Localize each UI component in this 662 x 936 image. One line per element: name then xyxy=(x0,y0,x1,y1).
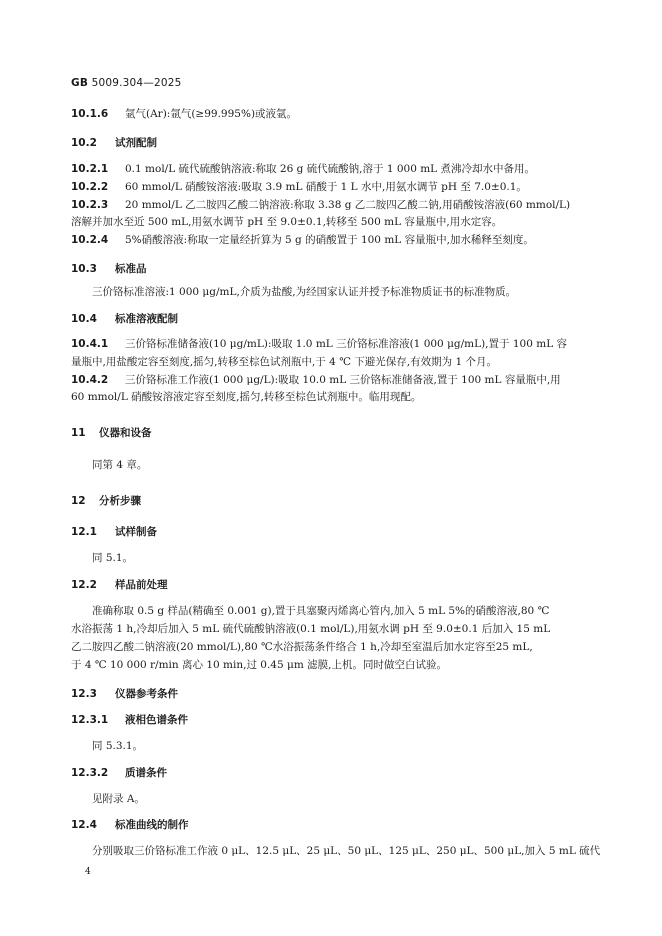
section-heading-10-2 xyxy=(71,136,157,150)
section-title: 试样制备 xyxy=(115,526,157,538)
paragraph-12-1 xyxy=(92,551,133,565)
chapter-heading-11 xyxy=(71,426,152,440)
chapter-heading-12 xyxy=(71,494,141,508)
paragraph-text: 同 5.1。 xyxy=(92,552,134,564)
clause-10-4-1 xyxy=(71,337,567,351)
chapter-number: 11 xyxy=(71,427,86,439)
clause-text: 60 mmol/L 硝酸铵溶液:吸取 3.9 mL 硝酸于 1 L 水中,用氨水调节 pH 至 7.0±0.1。 xyxy=(125,181,527,193)
section-heading-12-2 xyxy=(71,578,168,592)
clause-text: 三价铬标准储备液(10 μg/mL):吸取 1.0 mL 三价铬标准溶液(1 000 μg/mL),置于 100 mL 容 xyxy=(125,338,568,350)
clause-number: 10.1.6 xyxy=(71,108,109,120)
clause-10-4-2-continued xyxy=(71,390,421,404)
section-number: 10.2 xyxy=(71,137,97,149)
section-heading-12-3 xyxy=(71,687,178,701)
section-title: 标准品 xyxy=(115,263,147,275)
paragraph-10-3 xyxy=(92,285,516,299)
section-title: 标准溶液配制 xyxy=(115,313,178,325)
subsection-title: 液相色谱条件 xyxy=(125,714,188,726)
subsection-title: 质谱条件 xyxy=(125,767,167,779)
section-heading-12-4 xyxy=(71,818,189,832)
paragraph-text: 同 5.3.1。 xyxy=(92,740,144,752)
paragraph-text: 水浴振荡 1 h,冷却后加入 5 mL 硫代硫酸钠溶液(0.1 mol/L),用氨水调 pH 至 9.0±0.1 后加入 15 mL xyxy=(71,623,551,635)
clause-text: 5%硝酸溶液:称取一定量经折算为 5 g 的硝酸置于 100 mL 容量瓶中,加水稀释至刻度。 xyxy=(125,234,534,246)
chapter-title: 分析步骤 xyxy=(99,495,141,507)
section-number: 10.3 xyxy=(71,263,97,275)
clause-10-2-2 xyxy=(71,180,527,194)
section-title: 仪器参考条件 xyxy=(115,688,178,700)
clause-number: 10.4.1 xyxy=(71,338,109,350)
chapter-title: 仪器和设备 xyxy=(99,427,152,439)
clause-number: 10.4.2 xyxy=(71,374,109,386)
paragraph-text: 准确称取 0.5 g 样品(精确至 0.001 g),置于具塞聚丙烯离心管内,加入 5 mL 5%的硝酸溶液,80 ℃ xyxy=(92,605,550,617)
clause-text: 量瓶中,用盐酸定容至刻度,摇匀,转移至棕色试剂瓶中,于 4 ℃ 下避光保存,有效期为 1 个月。 xyxy=(71,356,497,368)
clause-number: 10.2.4 xyxy=(71,234,109,246)
paragraph-11 xyxy=(92,458,147,472)
section-number: 12.1 xyxy=(71,526,97,538)
paragraph-12-3-1 xyxy=(92,739,143,753)
subsection-number: 12.3.1 xyxy=(71,714,109,726)
clause-10-1-6 xyxy=(71,107,297,121)
paragraph-12-3-2 xyxy=(92,792,145,806)
paragraph-text: 于 4 ℃ 10 000 r/min 离心 10 min,过 0.45 μm 滤膜,上机。同时做空白试验。 xyxy=(71,659,447,671)
clause-10-2-4 xyxy=(71,233,534,247)
paragraph-12-2-line-2 xyxy=(71,622,550,636)
section-title: 样品前处理 xyxy=(115,579,168,591)
clause-text: 氩气(Ar):氩气(≥99.995%)或液氩。 xyxy=(125,108,298,120)
paragraph-text: 分别吸取三价铬标准工作液 0 μL、12.5 μL、25 μL、50 μL、125 μL、250 μL、500 μL,加入 5 mL 硫代 xyxy=(92,845,601,857)
paragraph-12-2-line-3 xyxy=(71,640,533,654)
standard-code: 5009.304—2025 xyxy=(91,77,182,89)
section-title: 标准曲线的制作 xyxy=(115,819,189,831)
paragraph-text: 三价铬标准溶液:1 000 μg/mL,介质为盐酸,为经国家认证并授予标准物质证书的标准物质。 xyxy=(92,286,517,298)
clause-number: 10.2.3 xyxy=(71,199,109,211)
paragraph-text: 见附录 A。 xyxy=(92,793,145,805)
clause-text: 溶解并加水至近 500 mL,用氨水调节 pH 至 9.0±0.1,转移至 500 mL 容量瓶中,用水定容。 xyxy=(71,216,503,228)
subsection-heading-12-3-2 xyxy=(71,766,167,780)
subsection-heading-12-3-1 xyxy=(71,713,188,727)
section-heading-10-4 xyxy=(71,312,178,326)
clause-10-4-1-continued xyxy=(71,355,497,369)
page-number: 4 xyxy=(85,867,91,877)
paragraph-12-2-line-4 xyxy=(71,658,447,672)
subsection-number: 12.3.2 xyxy=(71,767,109,779)
section-number: 12.2 xyxy=(71,579,97,591)
section-number: 10.4 xyxy=(71,313,97,325)
section-heading-12-1 xyxy=(71,525,157,539)
clause-10-2-3 xyxy=(71,198,570,212)
clause-10-2-1 xyxy=(71,162,535,176)
clause-text: 20 mmol/L 乙二胺四乙酸二钠溶液:称取 3.38 g 乙二胺四乙酸二钠,用硝酸铵溶液(60 mmol/L) xyxy=(125,199,571,211)
clause-text: 三价铬标准工作液(1 000 μg/L):吸取 10.0 mL 三价铬标准储备液,置于 100 mL 容量瓶中,用 xyxy=(125,374,561,386)
section-number: 12.3 xyxy=(71,688,97,700)
clause-10-2-3-continued xyxy=(71,215,502,229)
clause-number: 10.2.1 xyxy=(71,163,109,175)
section-title: 试剂配制 xyxy=(115,137,157,149)
chapter-number: 12 xyxy=(71,495,86,507)
paragraph-text: 乙二胺四乙酸二钠溶液(20 mmol/L),80 ℃水浴振荡条件络合 1 h,冷却至室温后加水定容至25 mL, xyxy=(71,641,533,653)
clause-text: 60 mmol/L 硝酸铵溶液定容至刻度,摇匀,转移至棕色试剂瓶中。临用现配。 xyxy=(71,391,422,403)
paragraph-12-2-line-1 xyxy=(92,604,549,618)
clause-text: 0.1 mol/L 硫代硫酸钠溶液:称取 26 g 硫代硫酸钠,溶于 1 000 mL 煮沸冷却水中备用。 xyxy=(125,163,535,175)
document-header xyxy=(71,77,182,89)
section-heading-10-3 xyxy=(71,262,147,276)
section-number: 12.4 xyxy=(71,819,97,831)
standard-prefix: GB xyxy=(71,77,89,89)
paragraph-12-4 xyxy=(92,844,600,858)
clause-number: 10.2.2 xyxy=(71,181,109,193)
paragraph-text: 同第 4 章。 xyxy=(92,459,148,471)
clause-10-4-2 xyxy=(71,373,561,387)
